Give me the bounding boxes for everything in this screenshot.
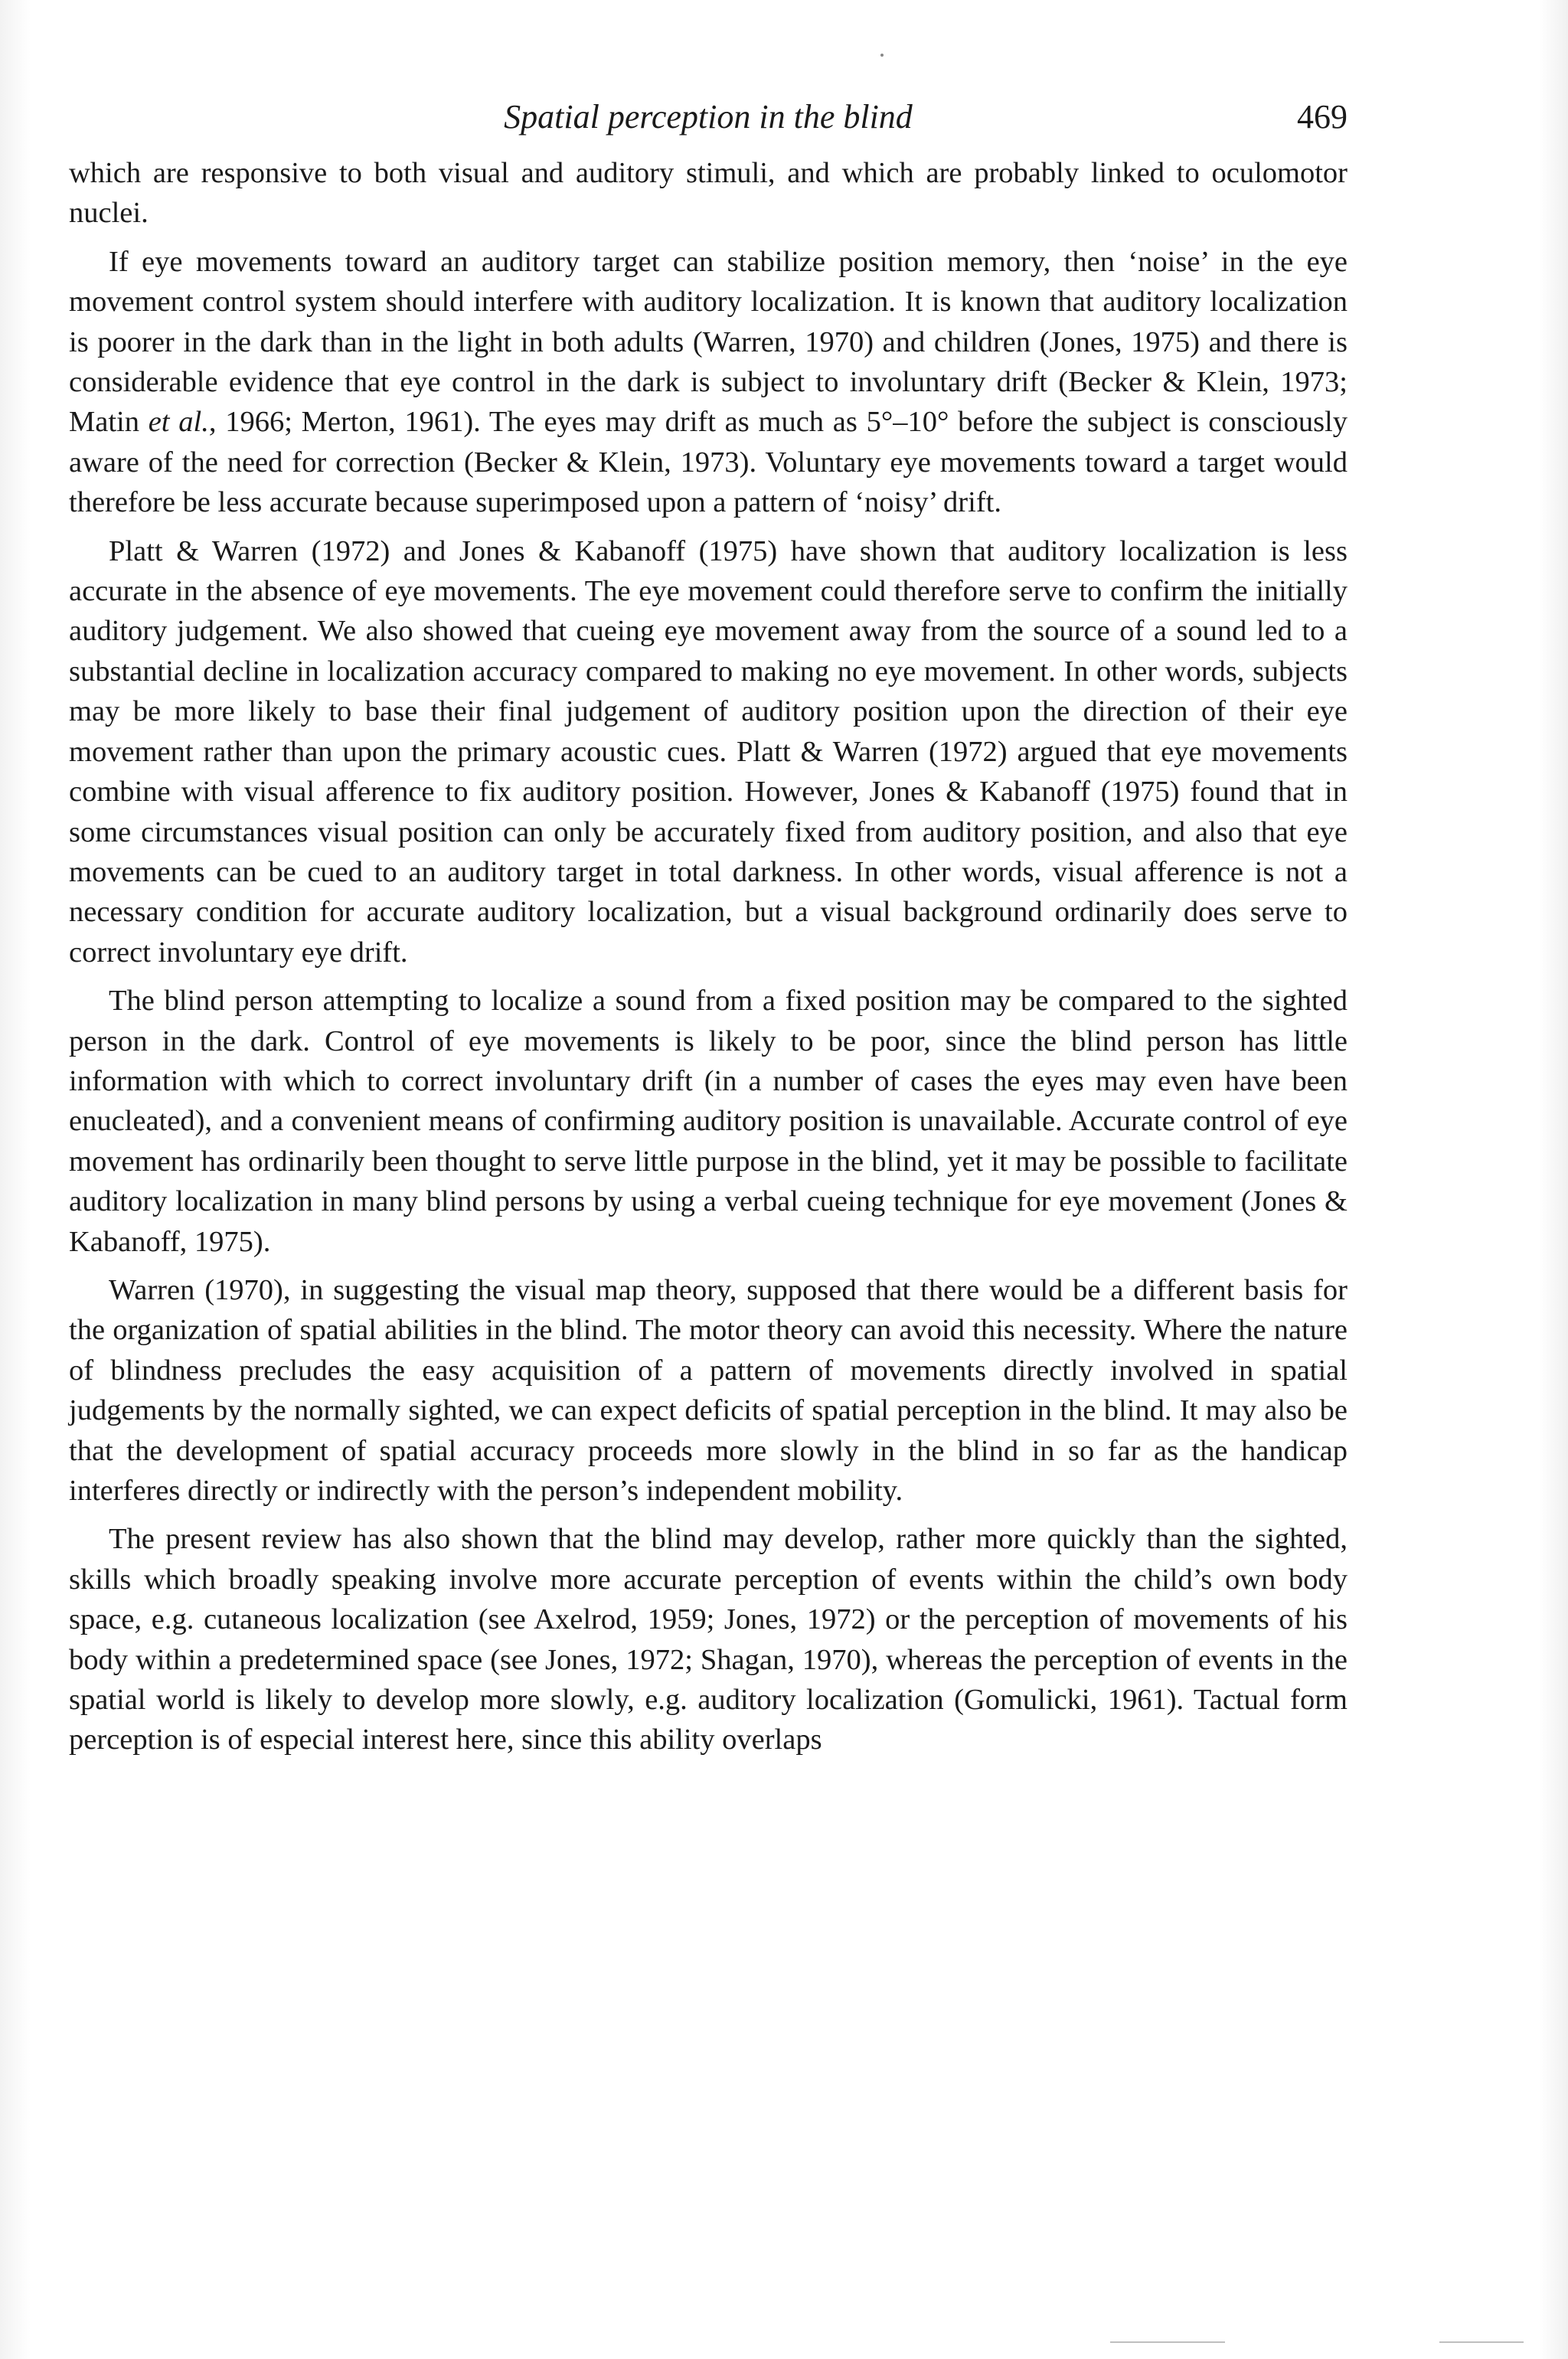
paragraph-2-part-1: If eye movements toward an auditory target can stabilize position memory, then ‘noise’ in the eye movement control system should interfere with auditory localization. It is known that auditory localization is poorer in the dark than in the light in both adults (Warren, 1970) and children (Jones, 1975) and there is considerable evidence that eye control in the dark is subject to involuntary drift (Becker & Klein, 1973; Matin	[69, 245, 1348, 439]
paragraph-4: The blind person attempting to localize a sound from a fixed position may be compared to the sighted person in the dark. Control of eye movements is likely to be poor, since the blind person has little information with which to correct involuntary drift (in a number of cases the eyes may even have been enucleated), and a convenient means of confirming auditory position is unavailable. Accurate control of eye movement has ordinarily been thought to serve little purpose in the blind, yet it may be possible to facilitate auditory localization in many blind persons by using a verbal cueing technique for eye movement (Jones & Kabanoff, 1975).	[69, 985, 1348, 1258]
et-al-italic: et al.	[148, 406, 209, 439]
scan-edge-mark-right	[1439, 2341, 1524, 2343]
scan-speck	[880, 54, 884, 57]
body-text	[69, 153, 1348, 1760]
scan-edge-mark	[1110, 2341, 1225, 2343]
paragraph-2	[69, 242, 1348, 523]
running-title: Spatial perception in the blind	[504, 98, 913, 136]
paragraph-5: Warren (1970), in suggesting the visual map theory, supposed that there would be a different basis for the organization of spatial abilities in the blind. The motor theory can avoid this necessity. Where the nature of blindness precludes the easy acquisition of a pattern of movements directly involved in spatial judgements by the normally sighted, we can expect deficits of spatial perception in the blind. It may also be that the development of spatial accuracy proceeds more slowly in the blind in so far as the handicap interferes directly or indirectly with the person’s independent mobility.	[69, 1273, 1348, 1507]
paragraph-3: Platt & Warren (1972) and Jones & Kabanoff (1975) have shown that auditory localization is less accurate in the absence of eye movements. The eye movement could therefore serve to confirm the initially auditory judgement. We also showed that cueing eye movement away from the source of a sound led to a substantial decline in localization accuracy compared to making no eye movement. In other words, subjects may be more likely to base their final judgement of auditory position upon the direction of their eye movement rather than upon the primary acoustic cues. Platt & Warren (1972) argued that eye movements combine with visual afference to fix auditory position. However, Jones & Kabanoff (1975) found that in some circumstances visual position can only be accurately fixed from auditory position, and also that eye movements can be cued to an auditory target in total darkness. In other words, visual afference is not a necessary condition for accurate auditory localization, but a visual background ordinarily does serve to correct involuntary eye drift.	[69, 534, 1348, 969]
paragraph-6: The present review has also shown that the blind may develop, rather more quickly than the sighted, skills which broadly speaking involve more accurate perception of events within the child’s own body space, e.g. cutaneous localization (see Axelrod, 1959; Jones, 1972) or the perception of movements of his body within a predetermined space (see Jones, 1972; Shagan, 1970), whereas the perception of events in the spatial world is likely to develop more slowly, e.g. auditory localization (Gomulicki, 1961). Tactual form perception is of especial interest here, since this ability overlaps	[69, 1523, 1348, 1756]
paragraph-2-part-2: , 1966; Merton, 1961). The eyes may drift as much as 5°–10° before the subject is consciously aware of the need for correction (Becker & Klein, 1973). Voluntary eye movements toward a target would therefore be less accurate because superimposed upon a pattern of ‘noisy’ drift.	[69, 406, 1348, 519]
page-number: 469	[1297, 98, 1348, 136]
paragraph-1: which are responsive to both visual and auditory stimuli, and which are probably linked to oculomotor nuclei.	[69, 157, 1348, 230]
page-header	[69, 90, 1348, 144]
